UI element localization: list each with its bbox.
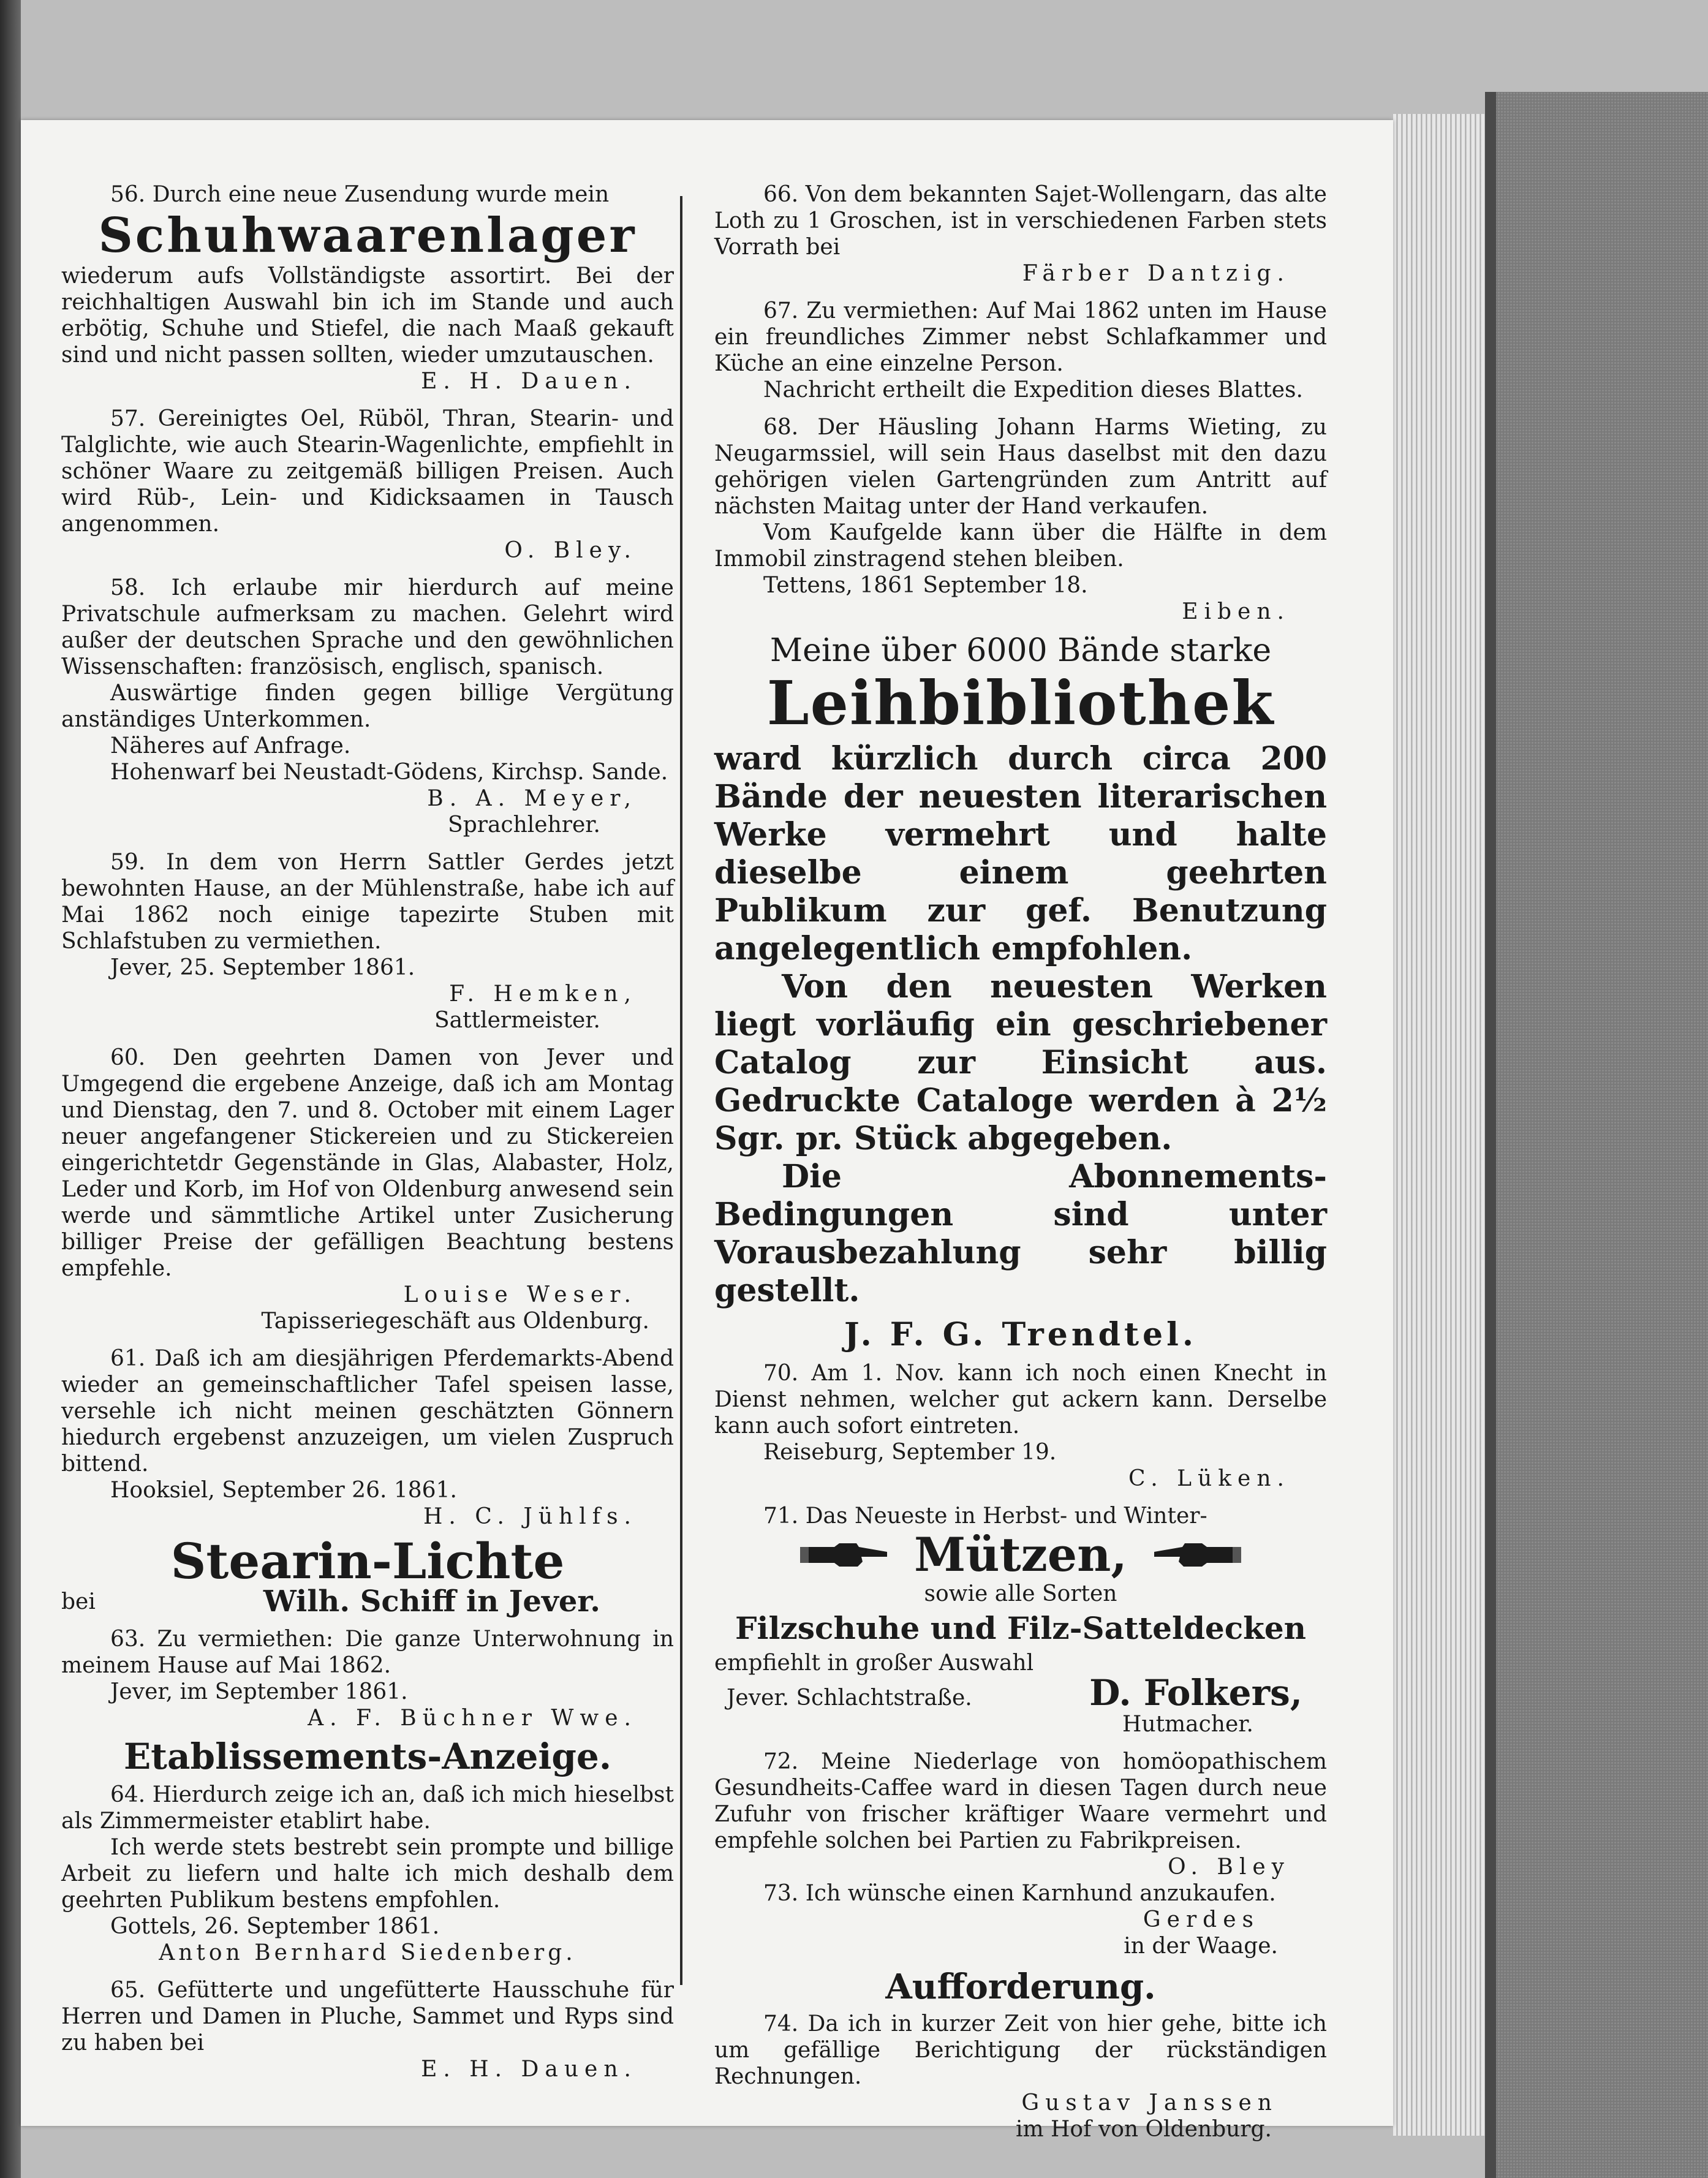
ad-72 bbox=[714, 1749, 1327, 1880]
ad-71-signature: D. Folkers, bbox=[1089, 1672, 1302, 1714]
ad-56-body: wiederum aufs Vollständigste assortirt. Bei der reichhaltigen Auswahl bin ich im Stande und auch erbötig, Schuhe und Stiefel, die nach Maaß gekauft sind und nicht passen sollten, wieder umzutauschen. bbox=[61, 263, 674, 368]
ad-67-body: 67. Zu vermiethen: Auf Mai 1862 unten im Hause ein freundliches Zimmer nebst Schlafkammer und Küche an eine einzelne Person. bbox=[714, 298, 1327, 376]
left-column bbox=[61, 181, 674, 2082]
ad-57-body: 57. Gereinigtes Oel, Rüböl, Thran, Stearin- und Talglichte, wie auch Stearin-Wagenlichte, empfiehlt in schöner Waare zu zeitgemäß billigen Preisen. Auch wird Rüb-, Lein- und Kidicksaamen in Tausch angenommen. bbox=[61, 406, 674, 537]
ad-61 bbox=[61, 1345, 674, 1530]
ad-64-title: Etablissements-Anzeige. bbox=[123, 1736, 612, 1777]
ad-58-body2: Auswärtige finden gegen billige Vergütung anständiges Unterkommen. bbox=[61, 681, 674, 732]
ad-57-signature: O. Bley. bbox=[504, 538, 637, 563]
pointing-hand-right-icon bbox=[798, 1538, 890, 1571]
ad-71-signature-row bbox=[714, 1672, 1327, 1714]
ad-71-lead: 71. Das Neueste in Herbst- und Winter- bbox=[763, 1503, 1207, 1529]
ad-60-body: 60. Den geehrten Damen von Jever und Umgegend die ergebene Anzeige, daß ich am Montag und Dienstag, den 7. und 8. October mit einem Lager neuer angefangener Stickereien und zu Stickereien eingerichtetdr Gegenstände in Glas, Alabaster, Holz, Leder und Korb, im Hof von Oldenburg anwesend sein werde und sämmtliche Artikel unter Zusicherung billiger Preise der gefälligen Beachtung bestens empfehle. bbox=[61, 1045, 674, 1281]
ad-60-signature-role: Tapisseriegeschäft aus Oldenburg. bbox=[261, 1309, 649, 1334]
ad-66-body: 66. Von dem bekannten Sajet-Wollengarn, das alte Loth zu 1 Groschen, ist in verschiedenen Farben stets Vorrath bei bbox=[714, 182, 1327, 260]
ad-71-signature-role: Hutmacher. bbox=[1122, 1712, 1253, 1737]
ad-72-body: 72. Meine Niederlage von homöopathischem Gesundheits-Caffee ward in diesen Tagen durch neue Zufuhr von frischer kräftiger Waare vermehrt und empfehle solchen bei Partien zu Fabrikpreisen. bbox=[714, 1749, 1327, 1853]
ad-74-title: Aufforderung. bbox=[885, 1967, 1156, 2007]
ad-71-title: Mützen, bbox=[914, 1527, 1127, 1582]
ad-73-body: 73. Ich wünsche einen Karnhund anzukaufen. bbox=[763, 1881, 1276, 1906]
ad-72-signature: O. Bley bbox=[1168, 1855, 1290, 1880]
ad-63-body: 63. Zu vermiethen: Die ganze Unterwohnung in meinem Hause auf Mai 1862. bbox=[61, 1627, 674, 1678]
ad-73-signature: Gerdes bbox=[1143, 1907, 1260, 1932]
ad-58-body: 58. Ich erlaube mir hierdurch auf meine Privatschule aufmerksam zu machen. Gelehrt wird außer der deutschen Sprache und den gewöhnlichen Wissenschaften: französisch, englisch, spanisch. bbox=[61, 575, 674, 679]
ad-67-body2: Nachricht ertheilt die Expedition dieses Blattes. bbox=[763, 377, 1303, 403]
pointing-hand-left-icon bbox=[1152, 1538, 1244, 1571]
ad-69-signature: J. F. G. Trendtel. bbox=[844, 1316, 1197, 1353]
ad-69-body2: Von den neuesten Werken liegt vorläufig ein geschriebener Catalog zur Einsicht aus. Gedruckte Cataloge werden à 2½ Sgr. pr. Stück abgegeben. bbox=[714, 968, 1327, 1157]
ad-71-title-row bbox=[714, 1527, 1327, 1582]
ad-62-shop: Wilh. Schiff in Jever. bbox=[263, 1584, 600, 1619]
ad-73 bbox=[714, 1880, 1327, 1959]
ad-63 bbox=[61, 1626, 674, 1731]
ad-56-lead: 56. Durch eine neue Zusendung wurde mein bbox=[110, 182, 610, 207]
ad-68-place: Tettens, 1861 September 18. bbox=[763, 573, 1088, 598]
ad-74 bbox=[714, 1965, 1327, 2142]
ad-59-signature: F. Hemken, bbox=[449, 981, 637, 1007]
ad-69-pre: Meine über 6000 Bände starke bbox=[769, 632, 1272, 669]
ad-71-title2: Filzschuhe und Filz-Satteldecken bbox=[735, 1610, 1306, 1646]
ad-57 bbox=[61, 406, 674, 564]
ad-64-body: 64. Hierdurch zeige ich an, daß ich mich hieselbst als Zimmermeister etablirt habe. bbox=[61, 1782, 674, 1834]
book-cover-edge bbox=[1485, 92, 1496, 2178]
ad-62 bbox=[61, 1532, 674, 1619]
ad-66-signature: Färber Dantzig. bbox=[1022, 261, 1290, 286]
ad-59 bbox=[61, 849, 674, 1034]
ad-70 bbox=[714, 1360, 1327, 1492]
ad-58 bbox=[61, 575, 674, 838]
page-stack bbox=[1393, 114, 1485, 2136]
ad-61-place: Hooksiel, September 26. 1861. bbox=[110, 1478, 457, 1503]
ad-63-place: Jever, im September 1861. bbox=[110, 1679, 408, 1704]
column-divider bbox=[680, 196, 682, 1985]
ad-61-body: 61. Daß ich am diesjährigen Pferdemarkts-Abend wieder an gemeinschaftlicher Tafel speisen lasse, versehle ich nicht meinen geschätzten Gönnern hiedurch ergebenst anzuzeigen, um vielen Zuspruch bittend. bbox=[61, 1346, 674, 1477]
ad-74-body: 74. Da ich in kurzer Zeit von hier gehe, bitte ich um gefällige Berichtigung der rückständigen Rechnungen. bbox=[714, 2011, 1327, 2089]
ad-68 bbox=[714, 414, 1327, 625]
ad-59-signature-role: Sattlermeister. bbox=[434, 1008, 600, 1033]
ad-59-place: Jever, 25. September 1861. bbox=[110, 955, 415, 980]
ad-74-signature: Gustav Janssen bbox=[1021, 2090, 1278, 2116]
ad-68-body2: Vom Kaufgelde kann über die Hälfte in dem Immobil zinstragend stehen bleiben. bbox=[714, 520, 1327, 572]
ad-64 bbox=[61, 1735, 674, 1966]
ad-58-signature: B. A. Meyer, bbox=[427, 786, 637, 811]
ad-67 bbox=[714, 298, 1327, 403]
ad-69-body3: Die Abonnements-Bedingungen sind unter Vorausbezahlung sehr billig gestellt. bbox=[714, 1158, 1327, 1309]
ad-56 bbox=[61, 181, 674, 395]
ad-68-signature: Eiben. bbox=[1182, 599, 1290, 624]
ad-61-signature: H. C. Jühlfs. bbox=[423, 1504, 637, 1529]
right-column bbox=[714, 181, 1327, 2142]
ad-65 bbox=[61, 1977, 674, 2082]
ad-65-body: 65. Gefütterte und ungefütterte Hausschuhe für Herren und Damen in Pluche, Sammet und Ryps sind zu haben bei bbox=[61, 1978, 674, 2055]
ad-73-signature-role: in der Waage. bbox=[1124, 1934, 1278, 1959]
ad-71-sub: sowie alle Sorten bbox=[924, 1581, 1117, 1606]
ad-71-body: empfiehlt in großer Auswahl bbox=[714, 1651, 1034, 1676]
ad-58-signature-role: Sprachlehrer. bbox=[448, 812, 600, 838]
ad-71 bbox=[714, 1503, 1327, 1737]
ad-64-signature: Anton Bernhard Siedenberg. bbox=[159, 1940, 576, 1965]
ad-58-body4: Hohenwarf bei Neustadt-Gödens, Kirchsp. Sande. bbox=[110, 760, 668, 785]
ad-58-body3: Näheres auf Anfrage. bbox=[110, 733, 351, 758]
ad-63-signature: A. F. Büchner Wwe. bbox=[308, 1706, 637, 1731]
book-cover bbox=[1485, 92, 1708, 2178]
ad-62-bei: bei bbox=[61, 1589, 96, 1614]
ad-74-signature-role: im Hof von Oldenburg. bbox=[1015, 2117, 1272, 2142]
ad-66 bbox=[714, 181, 1327, 287]
ad-64-place: Gottels, 26. September 1861. bbox=[110, 1914, 440, 1939]
ad-60 bbox=[61, 1045, 674, 1334]
ad-65-signature: E. H. Dauen. bbox=[421, 2057, 637, 2082]
ad-68-body: 68. Der Häusling Johann Harms Wieting, zu Neugarmssiel, will sein Haus daselbst mit den dazu gehörigen vielen Gartengründen zum Antritt auf nächsten Maitag unter der Hand verkaufen. bbox=[714, 415, 1327, 519]
book-left-edge bbox=[0, 0, 21, 2178]
ad-59-body: 59. In dem von Herrn Sattler Gerdes jetzt bewohnten Hause, an der Mühlenstraße, habe ich auf Mai 1862 noch einige tapezirte Stuben mit Schlafstuben zu vermiethen. bbox=[61, 850, 674, 954]
ad-69 bbox=[714, 631, 1327, 1356]
ad-62-title: Stearin-Lichte bbox=[170, 1532, 565, 1590]
ad-70-body: 70. Am 1. Nov. kann ich noch einen Knecht in Dienst nehmen, welcher gut ackern kann. Derselbe kann auch sofort eintreten. bbox=[714, 1361, 1327, 1439]
ad-56-signature: E. H. Dauen. bbox=[421, 369, 637, 394]
ad-64-body2: Ich werde stets bestrebt sein prompte und billige Arbeit zu liefern und halte ich mich deshalb dem geehrten Publikum bestens empfohlen. bbox=[61, 1835, 674, 1913]
ad-69-body: ward kürzlich durch circa 200 Bände der neuesten literarischen Werke vermehrt und halte dieselbe einem geehrten Publikum zur gef. Benutzung angelegentlich empfohlen. bbox=[714, 740, 1327, 967]
ad-71-place: Jever. Schlachtstraße. bbox=[727, 1685, 972, 1711]
ad-56-title: Schuhwaarenlager bbox=[98, 208, 637, 263]
ad-69-title: Leihbibliothek bbox=[766, 668, 1275, 739]
ad-70-place: Reiseburg, September 19. bbox=[763, 1440, 1057, 1465]
ad-60-signature: Louise Weser. bbox=[403, 1282, 637, 1307]
ad-70-signature: C. Lüken. bbox=[1128, 1466, 1290, 1491]
ad-62-line bbox=[61, 1584, 674, 1619]
